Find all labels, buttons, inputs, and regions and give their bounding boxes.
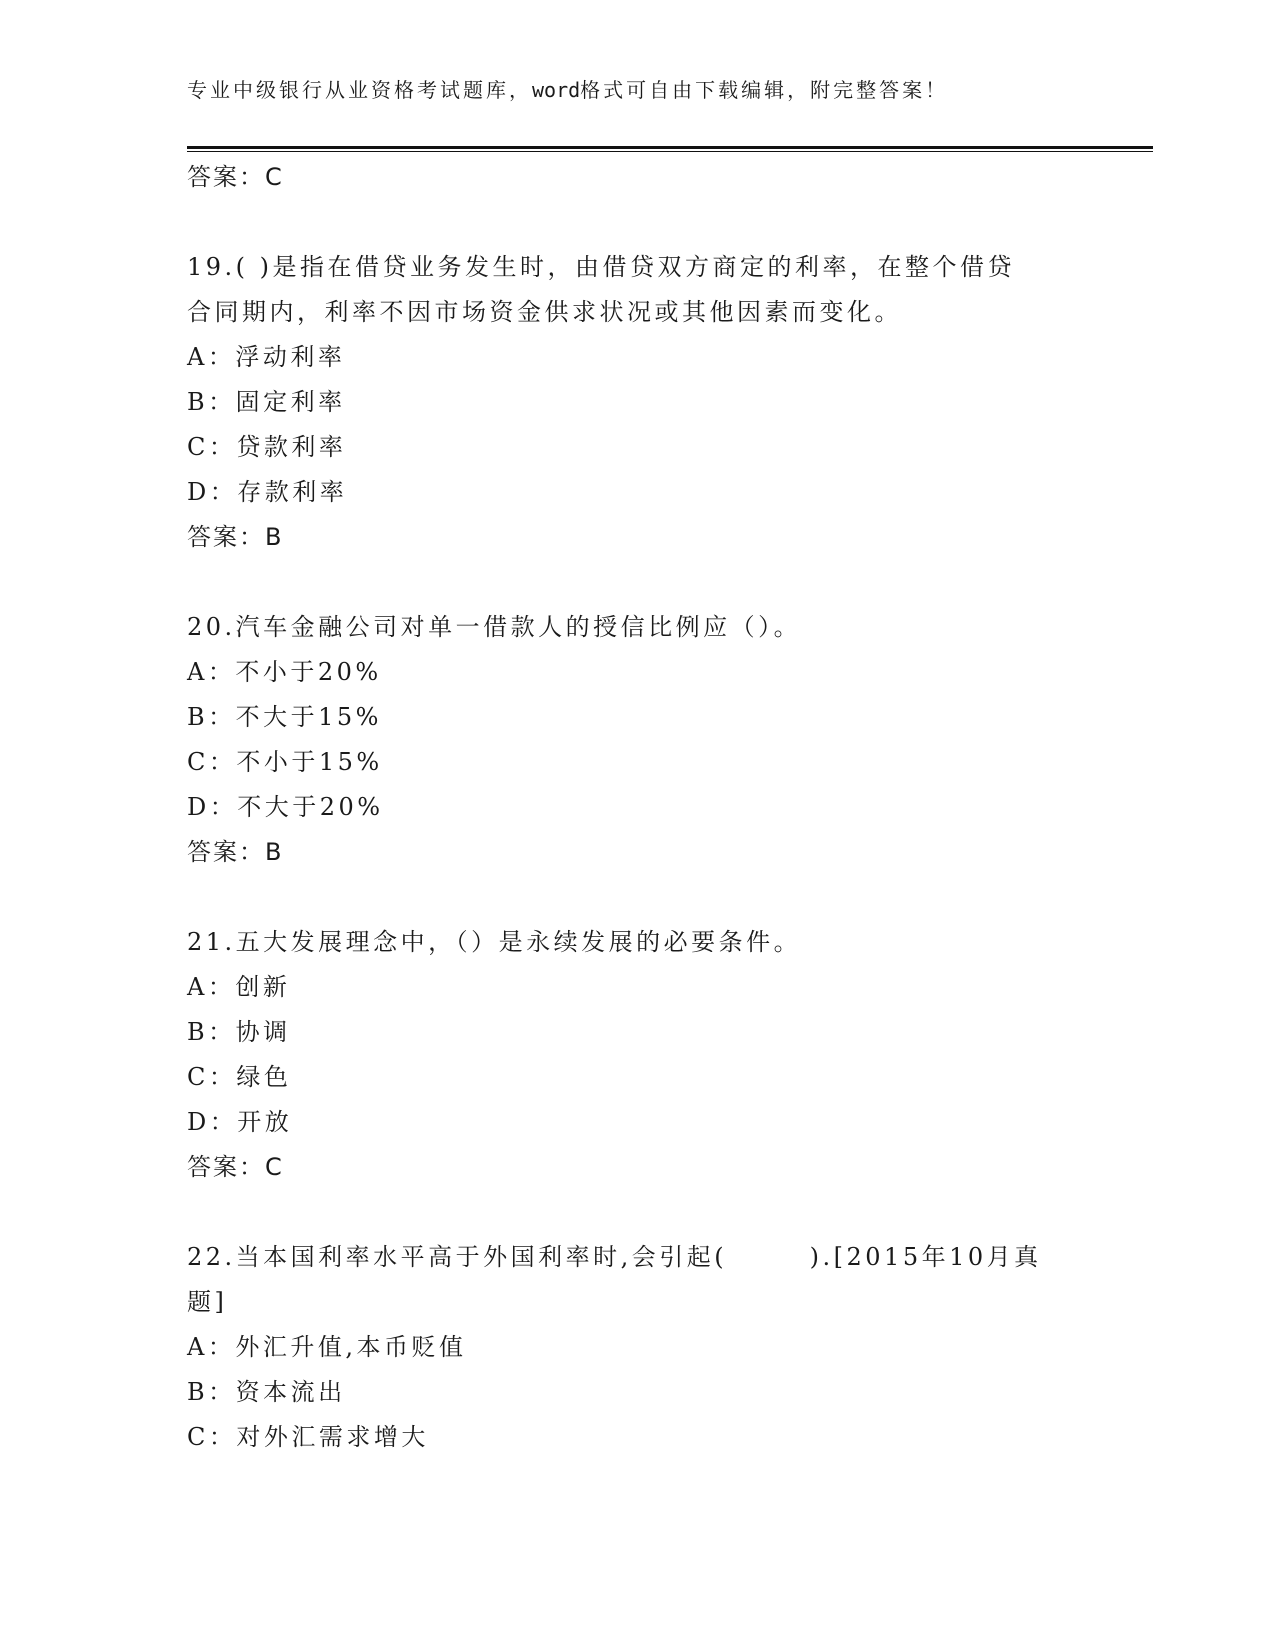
header-text-word: word bbox=[532, 78, 581, 102]
option-c: C：贷款利率 bbox=[187, 433, 347, 461]
question-block bbox=[187, 920, 1087, 1190]
option-a: A：浮动利率 bbox=[187, 343, 346, 371]
option-b: B：资本流出 bbox=[187, 1378, 346, 1406]
option-a: A：不小于20% bbox=[187, 658, 382, 686]
header-text-end: 格式可自由下载编辑，附完整答案！ bbox=[580, 78, 949, 102]
option-b: B：协调 bbox=[187, 1018, 291, 1046]
spacer bbox=[187, 1190, 1087, 1235]
page-header bbox=[187, 74, 948, 103]
option-d: D：不大于20% bbox=[187, 793, 384, 821]
spacer bbox=[187, 200, 1087, 245]
option-a: A：创新 bbox=[187, 973, 291, 1001]
spacer bbox=[187, 875, 1087, 920]
header-text-start: 专业中级银行从业资格考试题库， bbox=[187, 78, 532, 102]
header-rule-thick bbox=[187, 146, 1153, 149]
question-stem: 21.五大发展理念中，（）是永续发展的必要条件。 bbox=[187, 928, 802, 956]
spacer bbox=[187, 560, 1087, 605]
answer-line: 答案：B bbox=[187, 838, 284, 866]
header-rule-thin bbox=[187, 151, 1153, 152]
question-stem: 合同期内，利率不因市场资金供求状况或其他因素而变化。 bbox=[187, 298, 902, 326]
option-d: D：开放 bbox=[187, 1108, 293, 1136]
option-c: C：绿色 bbox=[187, 1063, 292, 1091]
option-b: B：不大于15% bbox=[187, 703, 382, 731]
question-block bbox=[187, 245, 1087, 560]
question-stem: 题] bbox=[187, 1288, 228, 1316]
option-d: D：存款利率 bbox=[187, 478, 348, 506]
question-stem: 19.( )是指在借贷业务发生时，由借贷双方商定的利率，在整个借贷 bbox=[187, 253, 1016, 281]
question-list bbox=[187, 155, 1087, 1460]
question-stem: 20.汽车金融公司对单一借款人的授信比例应（）。 bbox=[187, 613, 802, 641]
answer-line: 答案：C bbox=[187, 1153, 284, 1181]
option-a: A：外汇升值,本币贬值 bbox=[187, 1333, 467, 1361]
answer-line: 答案：B bbox=[187, 523, 284, 551]
answer-line: 答案：C bbox=[187, 163, 284, 191]
option-b: B：固定利率 bbox=[187, 388, 346, 416]
question-stem: 22.当本国利率水平高于外国利率时,会引起( ).[2015年10月真 bbox=[187, 1243, 1042, 1271]
option-c: C：不小于15% bbox=[187, 748, 383, 776]
option-c: C：对外汇需求增大 bbox=[187, 1423, 429, 1451]
question-block bbox=[187, 605, 1087, 875]
question-block bbox=[187, 1235, 1087, 1460]
